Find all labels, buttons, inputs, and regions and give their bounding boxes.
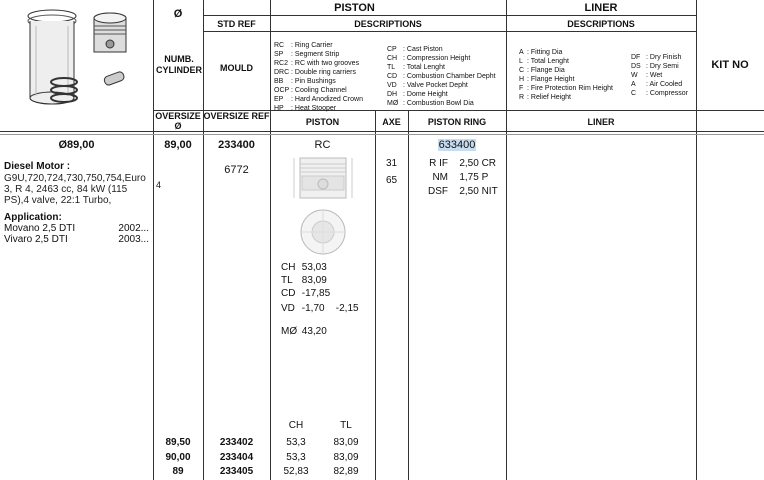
dimension-label: CH [281,262,296,273]
piston-section-title: PISTON [334,2,375,14]
legend-item-tl: TL : Total Lenght [387,64,445,71]
dimension-label: VD [281,303,295,314]
legend-item-ch: CH : Compression Height [387,55,471,62]
dimension-value: 83,09 [301,275,327,286]
ring-type: CR [481,158,497,169]
dimension-row [281,261,359,274]
oversize-ref: 233405 [219,466,254,477]
engine-description: G9U,720,724,730,750,754,Euro 3, R 4, 2463 cc, 84 kW (115 PS),4 valve, 22:1 Turbo, [4,173,146,206]
oversize-tl: 83,09 [333,452,359,463]
dimension-label: TL [281,275,293,286]
oversize-tl-header: TL [340,420,352,431]
kit-no-header: KIT NO [711,59,749,71]
liner-legend-item-c: C : Flange Dia [519,67,565,74]
axe-value-2: 65 [385,175,398,186]
dimension-row [281,302,359,315]
std-size: 89,00 [164,139,192,151]
oversize-tl: 83,09 [333,437,359,448]
application-model: Movano 2,5 DTI [4,223,76,234]
numb-cylinder-header: NUMB. CYLINDER [155,54,202,75]
cylinder-count: 4 [156,180,162,190]
application-year: 2002... [118,223,149,234]
dimension-row [281,274,359,287]
liner-legend-item-df: DF : Dry Finish [631,54,682,61]
oversize-ref: 233404 [219,452,254,463]
ring-row [418,185,498,199]
legend-item-dh: DH : Dome Height [387,91,448,98]
oversize-ref: 233402 [219,437,254,448]
liner-legend-item-r: R : Relief Height [519,94,571,101]
oversize-size: 90,00 [165,452,191,463]
application-row [4,223,149,234]
oversize-size: 89 [172,466,184,477]
axe-value-1: 31 [385,158,398,169]
std-ref-value: 233400 [218,139,255,151]
ring-size: 2,50 [459,158,479,169]
piston-liner-kit-icon [12,4,148,108]
legend-item-rc: RC : Ring Carrier [274,42,333,49]
dimension-label: MØ [281,326,298,337]
oversize-size: 89,50 [165,437,191,448]
legend-item-rc2: RC2 : RC with two grooves [274,60,360,67]
axe-col-header: AXE [382,117,401,127]
legend-item-cp: CP : Cast Piston [387,46,443,53]
piston-type: RC [314,139,331,151]
legend-item-hp: HP : Heat Stooper [274,105,337,112]
piston-section-icon [288,154,358,260]
application-list [4,223,149,245]
liner-legend-item-h: H : Flange Height [519,76,575,83]
ring-row [418,157,498,171]
legend-item-ep: EP : Hard Anodized Crown [274,96,363,103]
liner-legend-left [519,48,613,102]
mould-header: MOULD [220,63,253,73]
piston-col-header: PISTON [305,117,340,127]
piston-ring-number [408,139,506,151]
legend-item-ocp: OCP : Cooling Channel [274,87,347,94]
liner-legend-item-air: A : Air Cooled [631,81,683,88]
liner-descriptions-header: DESCRIPTIONS [567,19,635,29]
dimension-value: -17,85 [301,288,331,299]
dimension-extra: -2,15 [335,303,359,314]
mould-value: 6772 [224,164,249,176]
ring-name: NM [432,172,448,183]
ring-size: 1,75 [459,172,479,183]
ring-list [418,157,498,199]
dimension-value: -1,70 [301,303,325,314]
application-row [4,234,149,245]
piston-dimensions [281,261,359,338]
legend-item-drc: DRC : Double ring carriers [274,69,356,76]
oversize-ch: 53,3 [286,452,306,463]
application-year: 2003... [118,234,149,245]
piston-ring-col-header: PISTON RING [427,117,487,127]
dimension-value: 43,20 [301,326,327,337]
ring-name: DSF [428,186,448,197]
legend-item-cd: CD : Combustion Chamber Depht [387,73,496,80]
ring-row [418,171,498,185]
ring-size: 2,50 [459,186,479,197]
liner-legend-item-w: W : Wet [631,72,663,79]
ring-name: R IF [429,158,448,169]
dimension-row [281,287,359,300]
oversize-d-header: OVERSIZE Ø [155,111,201,131]
oversize-tl: 82,89 [333,466,359,477]
entry-diameter: Ø89,00 [58,139,95,151]
liner-legend-item-l: L : Total Lenght [519,58,569,65]
std-ref-header: STD REF [217,19,256,29]
ring-number-text: 633400 [438,139,476,151]
piston-legend-right [387,45,496,108]
oversize-ch: 53,3 [286,437,306,448]
application-title: Application: [4,212,62,223]
liner-legend-right [631,53,688,98]
legend-item-sp: SP : Segment Strip [274,51,340,58]
liner-legend-item-a: A : Fitting Dia [519,49,563,56]
liner-legend-item-comp: C : Compressor [631,90,689,97]
liner-legend-item-ds: DS : Dry Semi [631,63,679,70]
piston-legend-left [274,41,363,113]
ring-type: NIT [481,186,498,197]
oversize-ref-header: OVERSIZE REF [203,111,270,121]
dimension-row [281,325,359,338]
engine-title: Diesel Motor : [4,161,71,172]
dimension-value: 53,03 [301,262,327,273]
descriptions-header: DESCRIPTIONS [354,19,422,29]
liner-legend-item-f: F : Fire Protection Rim Height [519,85,613,92]
oversize-ch: 52,83 [283,466,309,477]
dimension-label: CD [281,288,296,299]
legend-item-mo: MØ : Combustion Bowl Dia [387,100,474,107]
oversize-ch-header: CH [288,420,304,431]
legend-item-bb: BB : Pin Bushings [274,78,336,85]
diameter-symbol: Ø [173,8,183,20]
legend-item-vd: VD : Valve Pocket Depht [387,82,468,89]
liner-section-title: LINER [584,2,618,14]
liner-col-header: LINER [587,117,615,127]
ring-type: P [481,172,489,183]
application-model: Vivaro 2,5 DTI [4,234,68,245]
